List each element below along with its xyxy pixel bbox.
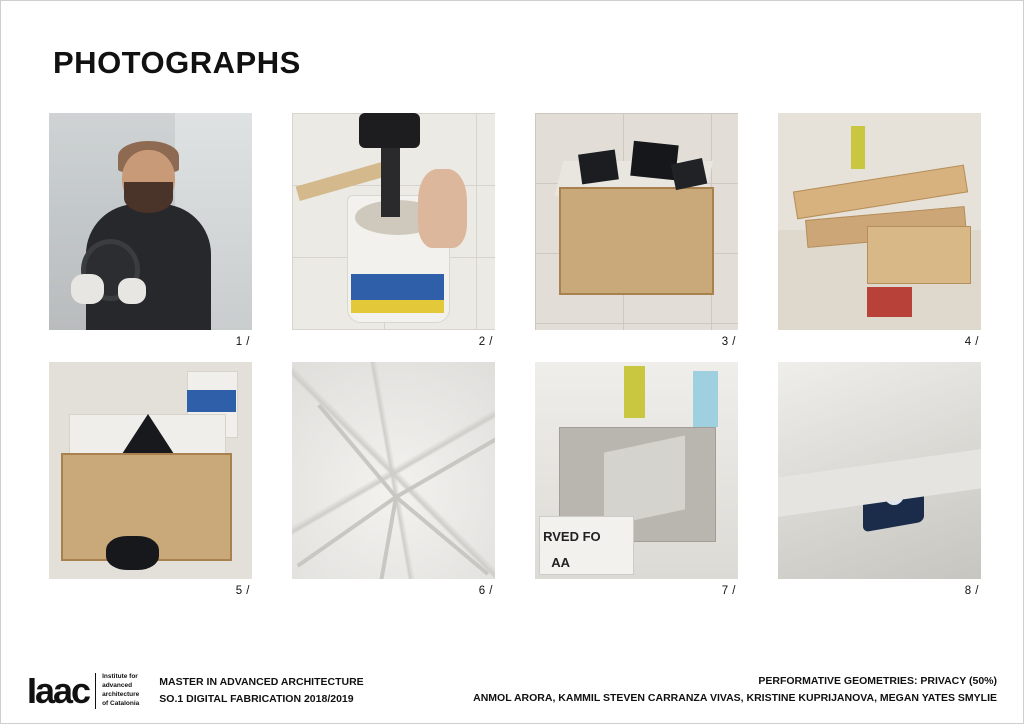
photo-cell-3 xyxy=(535,113,738,348)
project-authors: ANMOL ARORA, KAMMIL STEVEN CARRANZA VIVAS, KRISTINE KUPRIJANOVA, MEGAN YATES SMYLIE xyxy=(473,692,997,705)
photo-7[interactable]: RVED FO AA xyxy=(535,362,738,579)
photo-row-1 xyxy=(49,113,981,348)
iaac-logo xyxy=(27,670,140,711)
photo-grid xyxy=(49,113,981,611)
photo-caption: 6 / xyxy=(478,585,493,597)
photo-cell-5 xyxy=(49,362,252,597)
photo-caption: 8 / xyxy=(964,585,979,597)
photo-caption: 7 / xyxy=(721,585,736,597)
photo-caption: 4 / xyxy=(964,336,979,348)
photo-cell-2 xyxy=(292,113,495,348)
photo-5[interactable] xyxy=(49,362,252,579)
footer-course xyxy=(153,674,363,708)
photo-2[interactable] xyxy=(292,113,495,330)
photo-cell-4 xyxy=(778,113,981,348)
logo-sub-line: Institute for xyxy=(102,673,138,681)
photo-8[interactable] xyxy=(778,362,981,579)
photo-row-2 xyxy=(49,362,981,597)
photo-6[interactable] xyxy=(292,362,495,579)
photo-cell-6 xyxy=(292,362,495,597)
logo-sub-line: architecture xyxy=(102,691,140,698)
photo-cell-1 xyxy=(49,113,252,348)
photo-caption: 3 / xyxy=(721,336,736,348)
photo-caption: 1 / xyxy=(235,336,250,348)
photo-3[interactable] xyxy=(535,113,738,330)
footer-right xyxy=(473,673,997,707)
course-code: SO.1 DIGITAL FABRICATION 2018/2019 xyxy=(159,693,354,705)
iaac-logo-subtitle xyxy=(95,673,139,708)
photo-caption: 2 / xyxy=(478,336,493,348)
photo-cell-7 xyxy=(535,362,738,597)
iaac-logo-mark: Iaac xyxy=(27,670,90,711)
footer-left xyxy=(27,670,364,711)
logo-sub-line: of Catalonia xyxy=(102,699,140,707)
page-title: PHOTOGRAPHS xyxy=(53,45,301,80)
photo-cell-8 xyxy=(778,362,981,597)
logo-sub-line: advanced xyxy=(102,682,133,690)
course-title: MASTER IN ADVANCED ARCHITECTURE xyxy=(159,676,364,689)
project-title: PERFORMATIVE GEOMETRIES: PRIVACY (50%) xyxy=(758,675,997,688)
photo-4[interactable] xyxy=(778,113,981,330)
photo-caption: 5 / xyxy=(235,585,250,597)
photo-1[interactable] xyxy=(49,113,252,330)
